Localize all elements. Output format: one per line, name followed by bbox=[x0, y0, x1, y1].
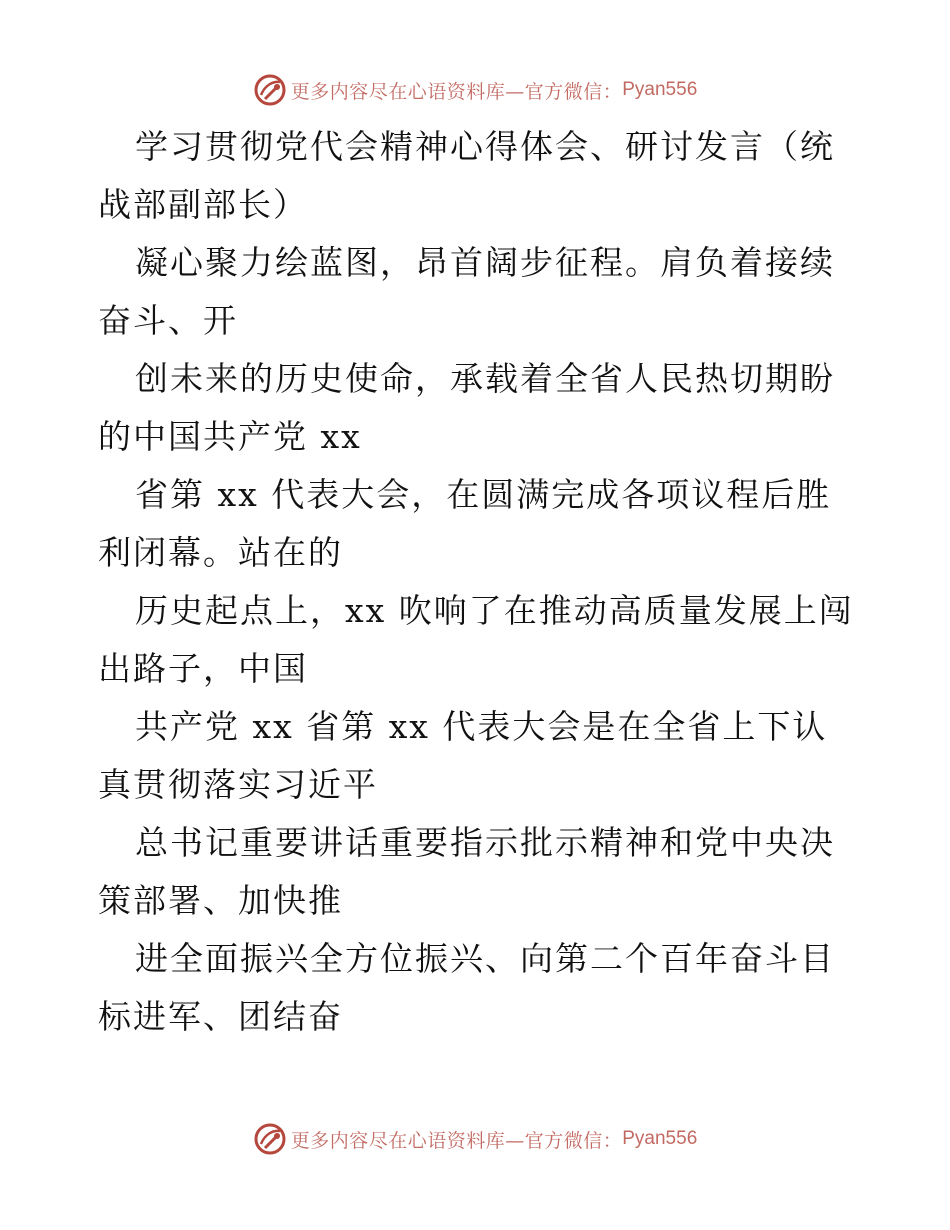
brand-logo-icon bbox=[253, 1122, 287, 1156]
paragraph-6: 共产党 xx 省第 xx 代表大会是在全省上下认真贯彻落实习近平 bbox=[98, 707, 828, 804]
header-banner-text: 更多内容尽在心语资料库—官方微信： bbox=[290, 80, 623, 103]
paragraph-3: 创未来的历史使命，承载着全省人民热切期盼的中国共产党 xx bbox=[98, 359, 835, 456]
header-banner bbox=[0, 70, 950, 110]
header-wechat-id: Pyan556 bbox=[622, 79, 698, 100]
footer-wechat-id: Pyan556 bbox=[622, 1128, 698, 1149]
document-body bbox=[98, 118, 858, 1046]
paragraph-8: 进全面振兴全方位振兴、向第二个百年奋斗目标进军、团结奋 bbox=[98, 939, 835, 1036]
paragraph-5: 历史起点上，xx 吹响了在推动高质量发展上闯出路子，中国 bbox=[98, 591, 854, 688]
paragraph-1: 学习贯彻党代会精神心得体会、研讨发言（统战部副部长） bbox=[98, 127, 835, 224]
brand-logo-icon bbox=[253, 73, 287, 107]
footer-banner-text: 更多内容尽在心语资料库—官方微信： bbox=[290, 1129, 623, 1152]
paragraph-4: 省第 xx 代表大会，在圆满完成各项议程后胜利闭幕。站在的 bbox=[98, 475, 832, 572]
paragraph-7: 总书记重要讲话重要指示批示精神和党中央决策部署、加快推 bbox=[98, 823, 835, 920]
paragraph-2: 凝心聚力绘蓝图，昂首阔步征程。肩负着接续奋斗、开 bbox=[98, 243, 835, 340]
footer-banner bbox=[0, 1119, 950, 1159]
